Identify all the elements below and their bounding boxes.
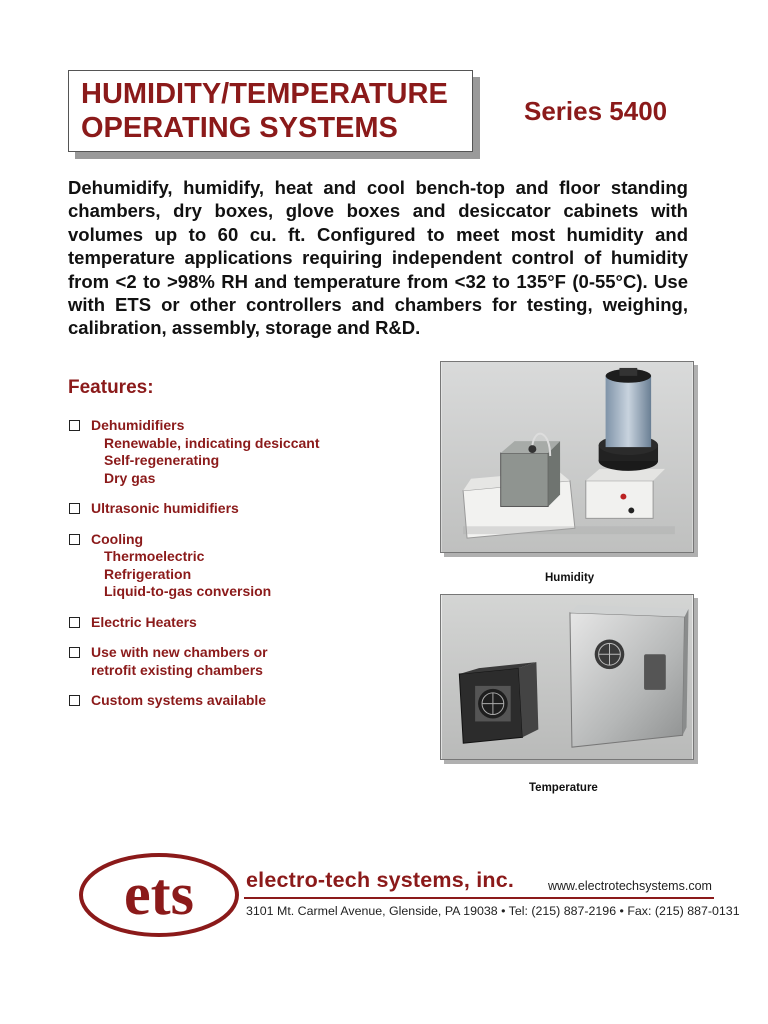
feature-item <box>68 692 408 710</box>
checkbox-icon <box>69 617 80 628</box>
feature-continuation: retrofit existing chambers <box>91 661 263 678</box>
feature-list <box>68 417 408 723</box>
company-address: 3101 Mt. Carmel Avenue, Glenside, PA 19038 • Tel: (215) 887-2196 • Fax: (215) 887-0131 <box>246 904 740 918</box>
temperature-photo <box>440 594 694 760</box>
checkbox-icon <box>69 695 80 706</box>
feature-label: Custom systems available <box>91 692 267 708</box>
feature-label: Dehumidifiers <box>91 417 185 433</box>
title-box <box>68 70 473 152</box>
ets-logo <box>78 852 240 938</box>
feature-sub: Self-regenerating <box>104 452 220 468</box>
feature-item <box>68 644 408 679</box>
feature-item <box>68 500 408 518</box>
title-line-1: HUMIDITY/TEMPERATURE <box>81 78 448 110</box>
feature-sub: Renewable, indicating desiccant <box>104 434 320 451</box>
feature-sub: Refrigeration <box>104 565 192 582</box>
temperature-caption: Temperature <box>529 782 598 794</box>
feature-sub: Dry gas <box>104 469 156 486</box>
footer-divider <box>244 897 714 899</box>
humidity-photo <box>440 361 694 553</box>
checkbox-icon <box>69 420 80 431</box>
temperature-equipment-image <box>441 595 693 759</box>
feature-sub: Thermoelectric <box>104 548 205 564</box>
feature-sub: Liquid-to-gas conversion <box>104 583 272 599</box>
ets-logo-image <box>78 852 240 938</box>
feature-label: Cooling <box>91 530 144 547</box>
feature-label: Use with new chambers or <box>91 644 268 660</box>
title-line-2: OPERATING SYSTEMS <box>81 112 398 144</box>
website-link[interactable]: www.electrotechsystems.com <box>548 879 712 893</box>
intro-paragraph: Dehumidify, humidify, heat and cool bench-top and floor standing chambers, dry boxes, glove boxes and desiccator cabinets with volumes up to 60 cu. ft. Configured to meet most humidity and temperature applications requiring independent control of humidity from <2 to >98% RH and temperature from <32 to 135°F (0-55°C). Use with ETS or other controllers and chambers for testing, weighing, calibration, assembly, storage and R&D. <box>68 177 688 339</box>
feature-label: Electric Heaters <box>91 613 197 630</box>
features-heading: Features: <box>68 377 154 398</box>
feature-label: Ultrasonic humidifiers <box>91 500 239 516</box>
checkbox-icon <box>69 647 80 658</box>
feature-item <box>68 531 408 601</box>
feature-item <box>68 417 408 487</box>
company-name: electro-tech systems, inc. <box>246 868 515 892</box>
humidity-caption: Humidity <box>545 572 595 584</box>
checkbox-icon <box>69 534 80 545</box>
checkbox-icon <box>69 503 80 514</box>
ets-logo-text: ets <box>124 861 194 927</box>
humidity-equipment-image <box>441 362 693 552</box>
series-label: Series 5400 <box>524 96 668 126</box>
feature-item <box>68 614 408 632</box>
